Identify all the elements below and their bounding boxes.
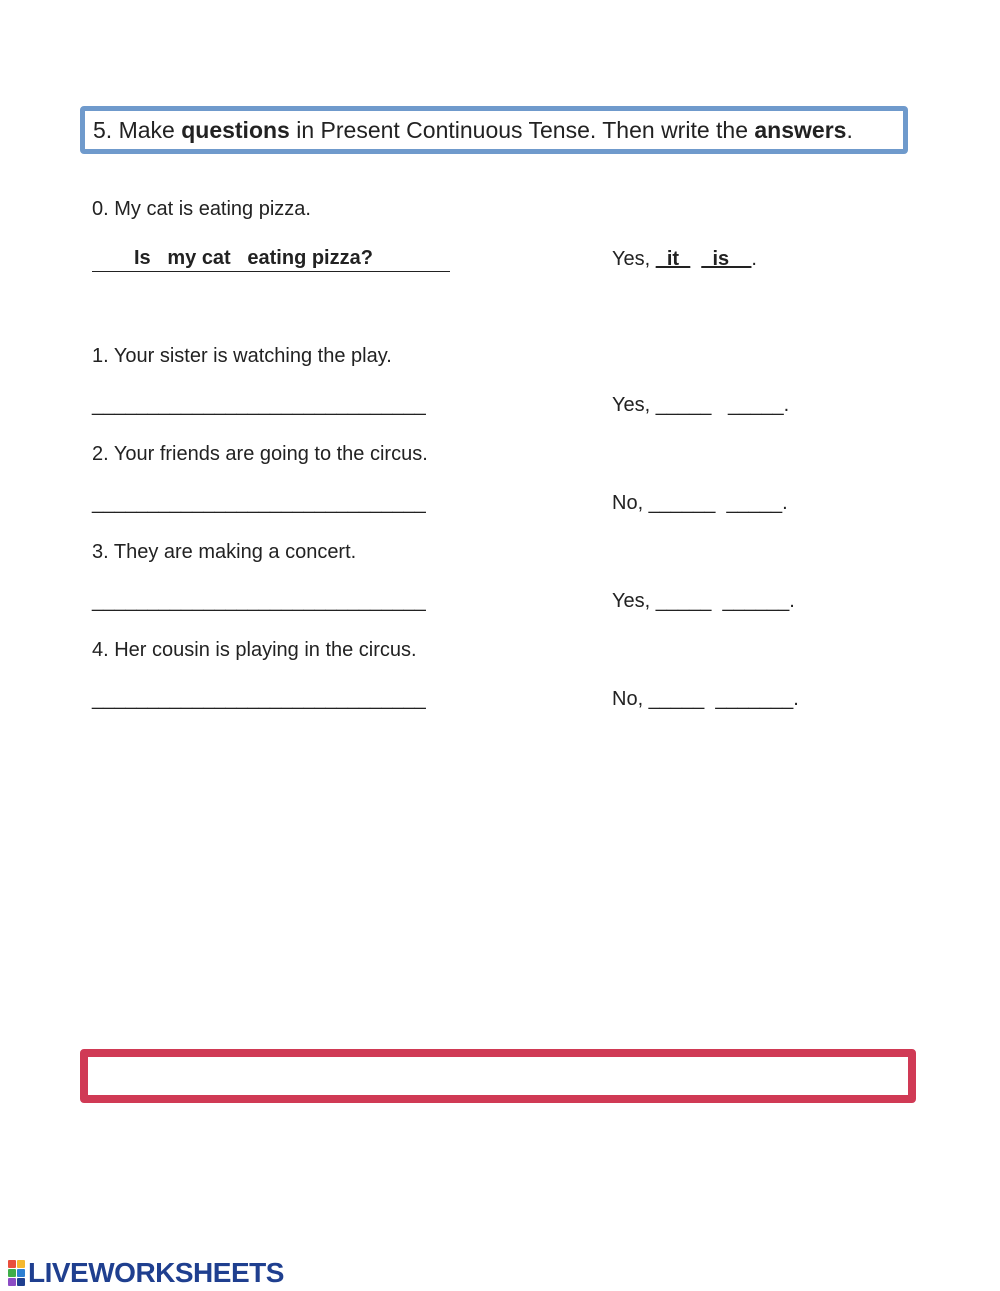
- answer-box[interactable]: [80, 1049, 916, 1103]
- example-question: [92, 245, 450, 272]
- example-reply-prefix: Yes,: [612, 248, 656, 270]
- logo-tile: [17, 1269, 25, 1277]
- instruction-middle: in Present Continuous Tense. Then write the: [289, 116, 755, 143]
- instruction-bold-answers: answers: [754, 116, 847, 143]
- item-4-reply[interactable]: No, _____ _______.: [612, 688, 799, 710]
- instruction-suffix: .: [846, 116, 853, 143]
- instruction-banner: [80, 106, 908, 154]
- item-4-question-blank[interactable]: ______________________________: [92, 688, 426, 710]
- item-1-reply[interactable]: Yes, _____ _____.: [612, 394, 790, 416]
- logo-tile: [8, 1269, 16, 1277]
- item-3-question-blank[interactable]: ______________________________: [92, 590, 426, 612]
- instruction-prefix: 5. Make: [93, 116, 182, 143]
- item-3-prompt: 3. They are making a concert.: [92, 541, 357, 563]
- logo-tile: [8, 1260, 16, 1268]
- liveworksheets-logo: [8, 1258, 284, 1288]
- example-reply: [612, 248, 757, 271]
- example-reply-gap: [690, 248, 701, 270]
- instruction-bold-questions: questions: [181, 116, 290, 143]
- example-prompt: 0. My cat is eating pizza.: [92, 198, 311, 220]
- logo-text: LIVEWORKSHEETS: [28, 1257, 284, 1288]
- item-2-reply[interactable]: No, ______ _____.: [612, 492, 788, 514]
- item-1-question-blank[interactable]: ______________________________: [92, 394, 426, 416]
- logo-tile: [17, 1260, 25, 1268]
- logo-tile: [8, 1278, 16, 1286]
- item-2-question-blank[interactable]: ______________________________: [92, 492, 426, 514]
- logo-mark-icon: [8, 1260, 25, 1286]
- example-reply-word2: _is__: [701, 248, 752, 270]
- logo-tile: [17, 1278, 25, 1286]
- example-reply-word1: _it_: [655, 248, 691, 270]
- example-reply-suffix: .: [751, 248, 757, 270]
- item-3-reply[interactable]: Yes, _____ ______.: [612, 590, 795, 612]
- item-4-prompt: 4. Her cousin is playing in the circus.: [92, 639, 417, 661]
- item-2-prompt: 2. Your friends are going to the circus.: [92, 443, 428, 465]
- example-question-text: Is my cat eating pizza?: [134, 247, 373, 269]
- item-1-prompt: 1. Your sister is watching the play.: [92, 345, 392, 367]
